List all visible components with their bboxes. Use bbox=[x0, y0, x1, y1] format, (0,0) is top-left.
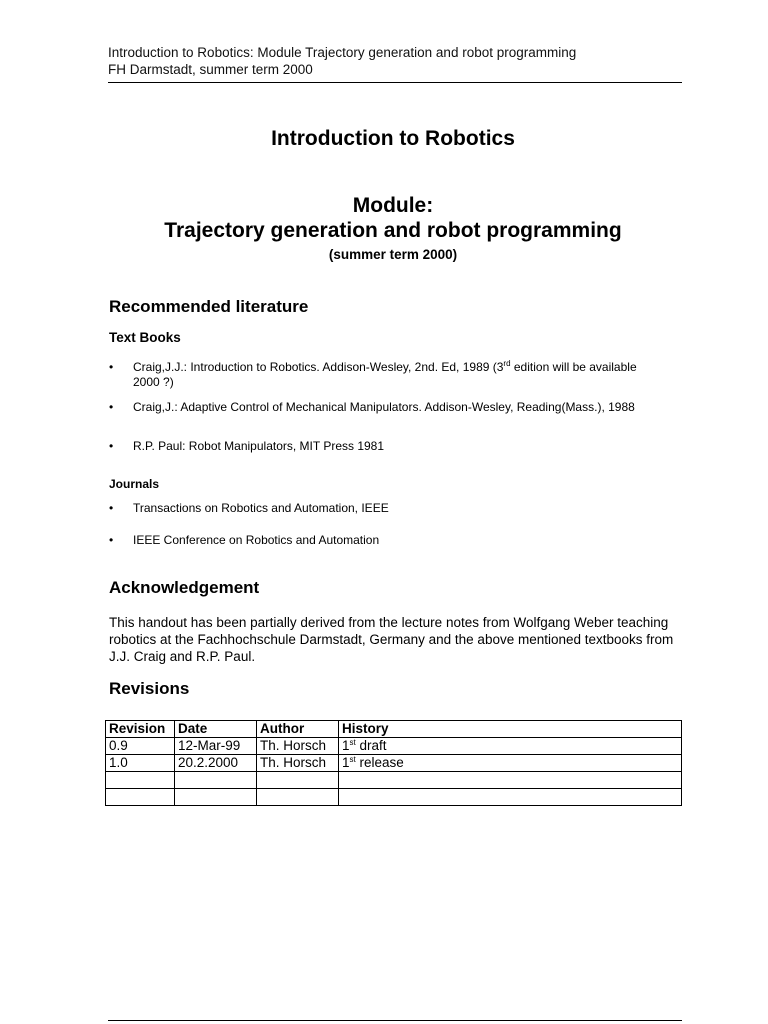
cell-author bbox=[257, 789, 339, 806]
cell-revision: 0.9 bbox=[106, 738, 175, 755]
journals-heading: Journals bbox=[109, 477, 160, 491]
revisions-heading: Revisions bbox=[109, 679, 190, 698]
cell-revision bbox=[106, 772, 175, 789]
bullet-icon: • bbox=[109, 533, 114, 547]
header-divider bbox=[108, 82, 682, 83]
cell-date bbox=[175, 772, 257, 789]
cell-history bbox=[339, 772, 682, 789]
acknowledgement-text: This handout has been partially derived from the lecture notes from Wolfgang Weber teaching robotics at the Fachhochschule Darmstadt, Germany and the above mentioned textbooks from J.J. Craig and R.P. Paul. bbox=[109, 615, 674, 664]
footer-divider bbox=[108, 1020, 682, 1021]
cell-author: Th. Horsch bbox=[257, 738, 339, 755]
cell-date: 12-Mar-99 bbox=[175, 738, 257, 755]
cell-date: 20.2.2000 bbox=[175, 755, 257, 772]
column-header-history: History bbox=[339, 721, 682, 738]
cell-revision bbox=[106, 789, 175, 806]
column-header-author: Author bbox=[257, 721, 339, 738]
cell-author: Th. Horsch bbox=[257, 755, 339, 772]
acknowledgement-heading: Acknowledgement bbox=[109, 578, 260, 597]
term-subtitle: (summer term 2000) bbox=[328, 247, 458, 262]
cell-history bbox=[339, 789, 682, 806]
textbooks-heading: Text Books bbox=[109, 330, 181, 345]
page-header bbox=[108, 44, 682, 78]
header-course-line: Introduction to Robotics: Module Trajectory generation and robot programming bbox=[108, 45, 577, 60]
table-row bbox=[106, 789, 682, 806]
bullet-icon: • bbox=[109, 360, 114, 374]
revisions-table bbox=[105, 720, 682, 806]
header-institution-line: FH Darmstadt, summer term 2000 bbox=[108, 62, 313, 77]
column-header-revision: Revision bbox=[106, 721, 175, 738]
table-row bbox=[106, 772, 682, 789]
cell-author bbox=[257, 772, 339, 789]
table-row bbox=[106, 738, 682, 755]
column-header-date: Date bbox=[175, 721, 257, 738]
literature-heading: Recommended literature bbox=[109, 297, 309, 316]
cell-revision: 1.0 bbox=[106, 755, 175, 772]
bullet-icon: • bbox=[109, 439, 114, 453]
document-title: Introduction to Robotics bbox=[271, 127, 515, 150]
bullet-icon: • bbox=[109, 501, 114, 515]
bullet-icon: • bbox=[109, 400, 114, 414]
module-name: Trajectory generation and robot programming bbox=[164, 219, 622, 242]
module-label: Module: bbox=[352, 194, 434, 217]
cell-history: 1st release bbox=[339, 755, 682, 772]
table-row bbox=[106, 755, 682, 772]
table-header-row bbox=[106, 721, 682, 738]
cell-history: 1st draft bbox=[339, 738, 682, 755]
cell-date bbox=[175, 789, 257, 806]
